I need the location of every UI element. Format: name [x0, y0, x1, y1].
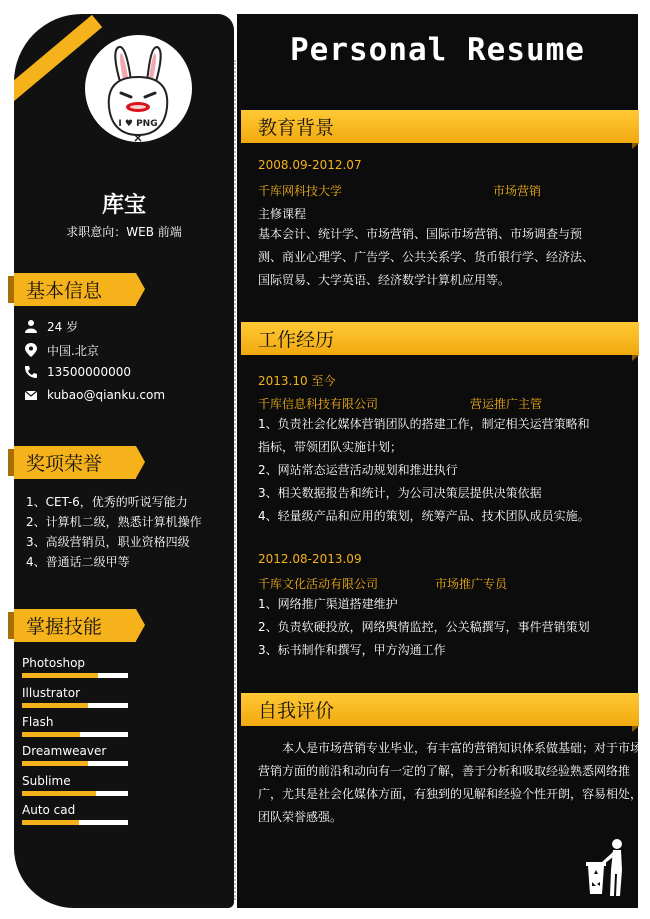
location-pin-icon: [24, 343, 38, 357]
course-line: 国际贸易、大学英语、经济数学计算机应用等。: [258, 273, 511, 287]
phone-icon: [24, 365, 38, 379]
skill-name: Flash: [22, 715, 54, 729]
skill-level-bar: [22, 791, 128, 796]
avatar-badge-text: I ♥ PNG: [118, 119, 158, 129]
skills-banner: [8, 609, 145, 642]
education-major: 市场营销: [493, 184, 542, 198]
skill-level-fill: [22, 791, 96, 796]
work-company: 千库信息科技有限公司: [258, 397, 379, 411]
work-banner: [241, 322, 642, 355]
education-course-title: 主修课程: [258, 207, 307, 221]
work-duties: [258, 413, 590, 528]
skill-level-fill: [22, 673, 98, 678]
skill-name: Dreamweaver: [22, 744, 107, 758]
skills-heading: 掌握技能: [26, 616, 103, 638]
skill-name: Auto cad: [22, 803, 76, 817]
trash-icon: [584, 838, 630, 898]
self-eval-text: [258, 737, 642, 829]
job-intent: 求职意向：WEB 前端: [66, 225, 182, 239]
basic-info-banner: [8, 273, 145, 306]
course-line: 基本会计、统计学、市场营销、国际市场营销、市场调查与预: [258, 227, 583, 241]
course-line: 测、商业心理学、广告学、公共关系学、货币银行学、经济法、: [258, 250, 595, 264]
skill-item: [22, 686, 128, 708]
education-period: 2008.09-2012.07: [258, 158, 362, 172]
work-period: 2013.10 至今: [258, 374, 336, 388]
self-eval-line: 广，尤其是社会化媒体方面，有独到的见解和经验个性开朗，容易相处，: [258, 787, 643, 801]
honors-heading: 奖项荣誉: [26, 453, 103, 475]
skill-level-bar: [22, 673, 128, 678]
candidate-name: 库宝: [101, 193, 146, 218]
skill-item: [22, 656, 128, 678]
skill-name: Photoshop: [22, 656, 86, 670]
honor-item: 4、普通话二级甲等: [26, 555, 130, 569]
info-age-text: 24 岁: [47, 319, 79, 334]
rabbit-avatar-icon: [85, 35, 192, 142]
info-location-text: 中国.北京: [47, 343, 99, 358]
self-eval-line: 营销方面的前沿和动向有一定的了解，善于分析和吸取经验熟悉网络推: [258, 764, 631, 778]
skill-name: Sublime: [22, 774, 71, 788]
skill-item: [22, 744, 128, 766]
avatar: [85, 35, 192, 142]
education-school: 千库网科技大学: [258, 184, 343, 198]
skill-level-bar: [22, 761, 128, 766]
info-email: [24, 386, 165, 404]
basic-info-heading: 基本信息: [26, 280, 103, 302]
duty-line: 2、网站常态运营活动规划和推进执行: [258, 463, 458, 477]
skill-item: [22, 715, 128, 737]
education-heading: 教育背景: [258, 117, 335, 139]
honor-item: 1、CET-6，优秀的听说写能力: [26, 495, 188, 509]
education-courses: [258, 223, 594, 292]
duty-line: 3、相关数据报告和统计，为公司决策层提供决策依据: [258, 486, 542, 500]
self-eval-banner: [241, 693, 642, 726]
skill-level-bar: [22, 703, 128, 708]
work-duties: [258, 593, 590, 662]
info-phone-text: 13500000000: [47, 365, 131, 379]
self-eval-heading: 自我评价: [258, 700, 335, 722]
duty-line: 2、负责软硬投放，网络舆情监控，公关稿撰写，事件营销策划: [258, 620, 590, 634]
honor-item: 3、高级营销员，职业资格四级: [26, 535, 190, 549]
work-period: 2012.08-2013.09: [258, 552, 362, 566]
skill-level-bar: [22, 732, 128, 737]
duty-line: 1、负责社会化媒体营销团队的搭建工作，制定相关运营策略和: [258, 417, 590, 431]
page-title: Personal Resume: [290, 32, 585, 68]
info-email-text: kubao@qianku.com: [47, 388, 166, 402]
honors-banner: [8, 446, 145, 479]
work-position: 市场推广专员: [435, 577, 508, 591]
skill-level-fill: [22, 761, 88, 766]
work-position: 营运推广主管: [470, 397, 543, 411]
mail-icon: [24, 388, 38, 402]
skill-item: [22, 803, 128, 825]
work-heading: 工作经历: [258, 329, 335, 351]
duty-line: 3、标书制作和撰写，甲方沟通工作: [258, 643, 446, 657]
info-age: [24, 317, 78, 335]
duty-line: 4、轻量级产品和应用的策划，统筹产品、技术团队成员实施。: [258, 509, 590, 523]
dotted-divider: [234, 60, 236, 900]
skill-level-fill: [22, 820, 79, 825]
honor-item: 2、计算机二级，熟悉计算机操作: [26, 515, 202, 529]
self-eval-line: 团队荣誉感强。: [258, 810, 343, 824]
person-icon: [24, 319, 38, 333]
skill-level-fill: [22, 732, 80, 737]
info-location: [24, 341, 99, 359]
info-phone: [24, 363, 131, 381]
skill-item: [22, 774, 128, 796]
skill-level-bar: [22, 820, 128, 825]
work-company: 千库文化活动有限公司: [258, 577, 379, 591]
self-eval-line: 本人是市场营销专业毕业，有丰富的营销知识体系做基础；对于市场: [258, 741, 643, 755]
education-banner: [241, 110, 642, 143]
skill-level-fill: [22, 703, 88, 708]
duty-line: 1、网络推广渠道搭建维护: [258, 597, 398, 611]
skill-name: Illustrator: [22, 686, 81, 700]
duty-line: 指标，带领团队实施计划；: [258, 440, 403, 454]
